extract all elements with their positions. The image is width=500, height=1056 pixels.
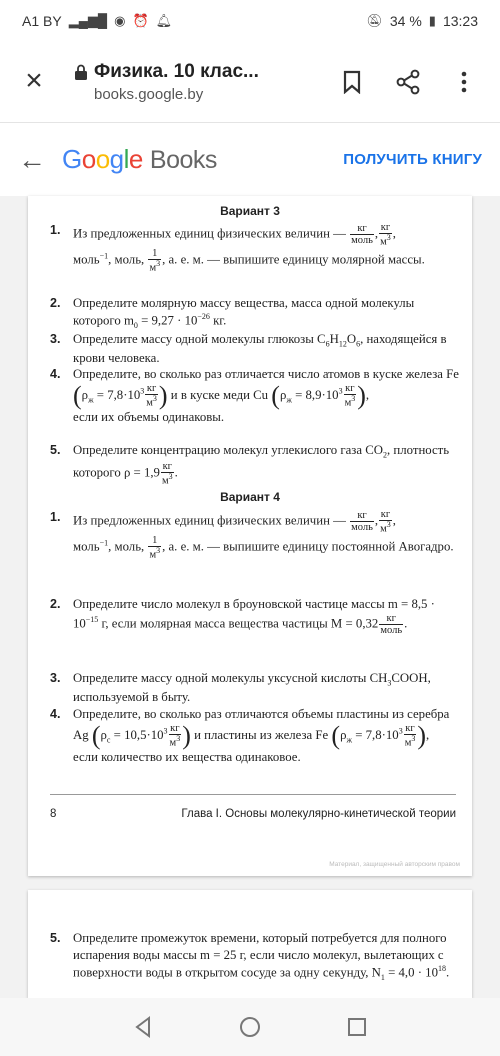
nav-home-icon[interactable] xyxy=(237,1014,263,1040)
arrow-back-icon[interactable]: ← xyxy=(18,143,46,175)
bell-icon: 🔔︎ xyxy=(155,13,173,28)
task-v4-3: 3. Определите массу одной молекулы уксусной кислоты $CH_3COOH$, используемой в быту. xyxy=(50,671,431,705)
page-url: books.google.by xyxy=(94,86,204,103)
more-vert-icon[interactable] xyxy=(450,68,478,96)
eye-icon: ◉ xyxy=(114,13,126,28)
task-number: 1. xyxy=(50,223,61,237)
task-v3-2: 2. Определите молярную массу вещества, масса одной молекулы которого $m_0 = 9,27 \cdot 10^{-26}$ кг. xyxy=(50,296,415,330)
close-icon[interactable]: × xyxy=(25,64,43,97)
system-nav-bar xyxy=(0,998,500,1056)
copyright-watermark: Материал, защищенный авторским правом xyxy=(329,861,460,869)
custom-tab-bar xyxy=(0,42,500,122)
task-v4-1: 1. Из предложенных единиц физических величин — $\frac{кг}{\text{моль}}$ , $\frac{кг}{м^3}$ , моль$^{-1}$, моль, $\frac{1}{м^3}$ , а. е. м. — выпишите единицу постоянной Авогадро. xyxy=(50,509,454,561)
clock: 13:23 xyxy=(442,13,478,29)
signal-icon: ▂▄▆█ xyxy=(68,13,108,28)
battery-level: 34 % xyxy=(389,13,422,29)
chapter-title: Глава I. Основы молекулярно-кинетической теории xyxy=(181,808,456,820)
page-number: 8 xyxy=(50,808,57,820)
alarm-icon: ⏰ xyxy=(132,13,149,28)
task-v3-1: 1. Из предложенных единиц физических величин — $\frac{кг}{\text{моль}}$ , $\frac{кг}{м^3}$ , моль$^{-1}$, моль, $\frac{1}{м^3}$ , а. е. м. — выпишите единицу молярной массы. xyxy=(50,222,425,274)
book-page xyxy=(28,196,472,876)
nav-back-icon[interactable] xyxy=(130,1014,156,1040)
share-icon[interactable] xyxy=(394,68,422,96)
bookmark-icon[interactable] xyxy=(338,68,366,96)
status-right xyxy=(366,13,478,29)
url-box[interactable] xyxy=(74,61,338,103)
variant-3-heading: Вариант 3 xyxy=(220,204,280,218)
carrier-label: A1 BY xyxy=(22,13,62,29)
mute-icon: 🔕︎ xyxy=(366,13,383,28)
task-v4-4: 4. Определите, во сколько раз отличаются объемы пластины из серебра Ag ($\rho_с = 10,5\cdot 10^3$ $\frac{кг}{м^3}$ ) и пластины из железа Fe ($\rho_ж = 7,8\cdot 10^3$ $\frac{кг}{м^3}$ ), если количество их вещества одинаковое. xyxy=(50,707,450,764)
task-v3-5: 5. Определите концентрацию молекул углекислого газа $CO_2$, плотность которого ρ = 1,9 $\frac{кг}{м^3}$ . xyxy=(50,443,450,487)
task-v3-3: 3. Определите массу одной молекулы глюкозы $C_6H_{12}O_6$, находящейся в крови человека. xyxy=(50,332,447,366)
bar-actions xyxy=(338,68,478,96)
logo-books-word: Books xyxy=(149,146,217,174)
status-bar xyxy=(0,0,500,42)
battery-icon: ▮ xyxy=(428,13,436,28)
status-left xyxy=(22,13,172,29)
task-v3-4: 4. Определите, во сколько раз отличается число атомов в куске железа Fe ($\rho_ж = 7,8\cdot 10^3$ $\frac{кг}{м^3}$ ) и в куске меди Cu ($\rho_ж = 8,9\cdot 10^3$ $\frac{кг}{м^3}$ ), если их объемы одинаковы. xyxy=(50,367,459,424)
task-v4-5: 5. Определите промежуток времени, который потребуется для полного испарения воды массы m = 25 г, если число молекул, вылетающих с поверхности воды в открытом сосуде за одну секунду, $N_1 = 4,0 \cdot 10^{18}$. xyxy=(50,931,450,982)
page-footer xyxy=(50,794,456,822)
variant-4-heading: Вариант 4 xyxy=(220,490,280,504)
task-v4-2: 2. Определите число молекул в броуновской частице массы $m = 8,5 \cdot 10^{-15}$ г, если молярная масса вещества частицы M = 0,32 $\frac{кг}{\text{моль}}$ . xyxy=(50,597,435,636)
google-books-header xyxy=(0,122,500,196)
url-title-row xyxy=(74,61,338,83)
nav-recents-icon[interactable] xyxy=(344,1014,370,1040)
page-title: Физика. 10 клас... xyxy=(94,61,259,82)
get-book-button[interactable]: ПОЛУЧИТЬ КНИГУ xyxy=(343,151,482,168)
lock-icon xyxy=(74,64,88,80)
book-page-next xyxy=(28,890,472,998)
google-books-logo: G o o g l e Books xyxy=(62,144,217,174)
